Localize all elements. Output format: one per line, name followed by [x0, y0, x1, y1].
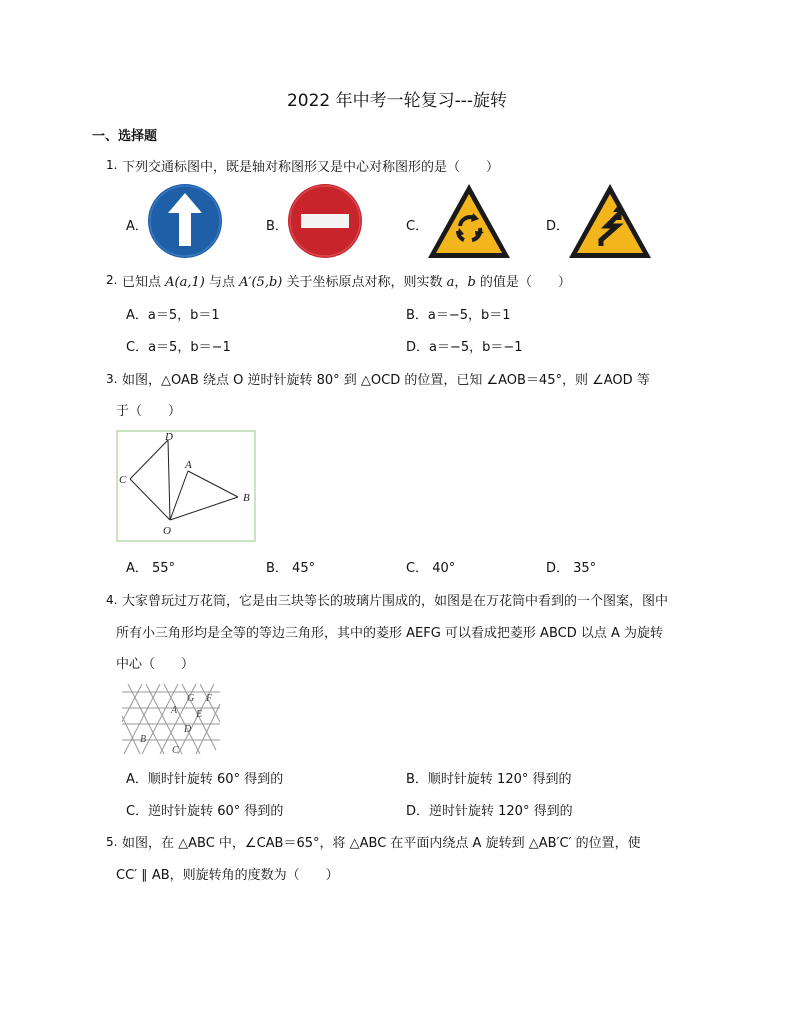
label-b: B [140, 734, 147, 745]
label-f: F [206, 693, 213, 704]
question-number: 2. [106, 273, 118, 287]
question-stem-line-2: CC′ ∥ AB，则旋转角的度数为（ ） [116, 868, 339, 883]
option-b: B．顺时针旋转 120° 得到的 [406, 772, 572, 787]
label-a: A [185, 459, 192, 471]
point-a: A(a,1) [165, 275, 205, 290]
label-c: C [172, 745, 179, 756]
question-number: 4. [106, 593, 118, 607]
option-a: A．顺时针旋转 60° 得到的 [126, 772, 284, 787]
stem-text: 关于坐标原点对称，则实数 [286, 275, 443, 290]
option-b: B．a＝−5，b＝1 [406, 308, 511, 323]
page-title: 2022 年中考一轮复习---旋转 [286, 91, 508, 111]
question-stem-line-3: 中心（ ） [116, 657, 195, 672]
question-stem-line-2: 于（ ） [116, 404, 182, 419]
point-a-prime: A′(5,b) [239, 275, 283, 290]
label-b: B [243, 492, 250, 504]
winding-road-warning-sign-icon [567, 182, 653, 260]
option-d-label: D． [546, 219, 570, 234]
label-e: E [196, 709, 203, 720]
option-d: D．a＝−5，b＝−1 [406, 340, 523, 355]
roundabout-warning-sign-icon [426, 182, 512, 260]
label-o: O [163, 525, 171, 537]
comma: ， [454, 275, 468, 290]
kaleidoscope-pattern-figure [120, 682, 222, 756]
stem-text: 的值是（ ） [479, 275, 571, 290]
question-stem-line-1: 大家曾玩过万花筒，它是由三块等长的玻璃片围成的，如图是在万花筒中看到的一个图案，图中 [122, 594, 669, 609]
option-d: D． 35° [546, 561, 597, 576]
label-c: C [119, 474, 127, 486]
question-stem [122, 271, 571, 290]
option-a-label: A． [126, 219, 148, 234]
question-number: 5. [106, 835, 118, 849]
question-number: 1. [106, 158, 118, 172]
option-b-label: B． [266, 219, 288, 234]
question-number: 3. [106, 372, 118, 386]
option-d: D．逆时针旋转 120° 得到的 [406, 804, 573, 819]
stem-text: 已知点 [122, 275, 162, 290]
variable-a: a [446, 275, 455, 290]
rotation-triangle-figure [116, 430, 256, 542]
option-b: B． 45° [266, 561, 316, 576]
section-heading: 一、选择题 [92, 129, 158, 144]
question-stem-line-1: 如图，在 △ABC 中，∠CAB＝65°，将 △ABC 在平面内绕点 A 旋转到 △AB′C′ 的位置，使 [122, 836, 641, 851]
question-stem-line-2: 所有小三角形均是全等的等边三角形，其中的菱形 AEFG 可以看成把菱形 ABCD 以点 A 为旋转 [116, 626, 664, 641]
stem-text: 与点 [208, 275, 235, 290]
option-c: C．逆时针旋转 60° 得到的 [126, 804, 284, 819]
label-g: G [187, 693, 195, 704]
straight-ahead-sign-icon [147, 183, 223, 259]
question-stem-line-1: 如图，△OAB 绕点 O 逆时针旋转 80° 到 △OCD 的位置，已知 ∠AOB＝45°，则 ∠AOD 等 [122, 373, 650, 388]
label-d: D [184, 724, 192, 735]
option-a: A． 55° [126, 561, 176, 576]
option-c-label: C． [406, 219, 429, 234]
option-c: C．a＝5，b＝−1 [126, 340, 231, 355]
variable-b: b [467, 275, 476, 290]
label-a: A [171, 705, 178, 716]
no-entry-sign-icon [287, 183, 363, 259]
label-d: D [165, 431, 173, 443]
question-stem: 下列交通标图中，既是轴对称图形又是中心对称图形的是（ ） [122, 160, 500, 175]
option-c: C． 40° [406, 561, 456, 576]
option-a: A．a＝5，b＝1 [126, 308, 220, 323]
